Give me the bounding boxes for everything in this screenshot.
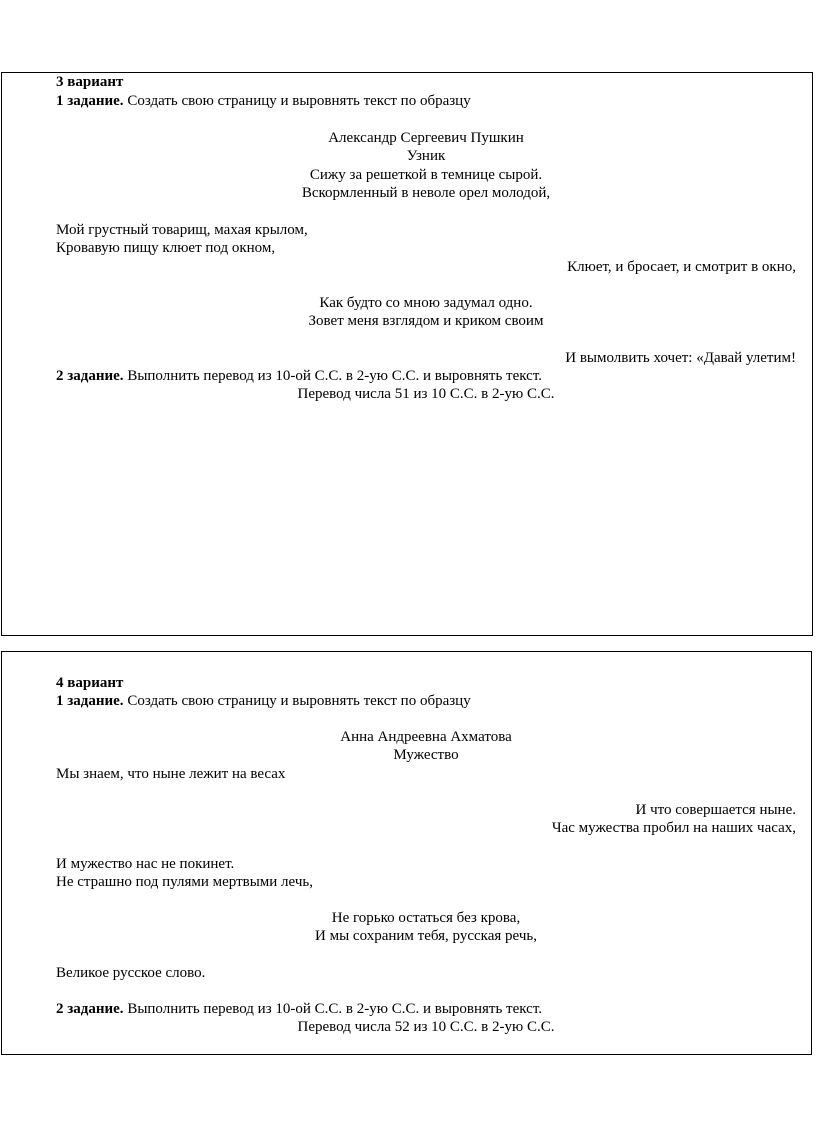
poem-line: И мужество нас не покинет. [56, 856, 235, 872]
poem-line: Клюет, и бросает, и смотрит в окно, [567, 259, 796, 275]
poem-line: Кровавую пищу клюет под окном, [56, 240, 276, 256]
poem-author: Анна Андреевна Ахматова [340, 729, 512, 745]
task-1-label: 1 задание. [56, 93, 124, 109]
poem-line: Сижу за решеткой в темнице сырой. [309, 167, 543, 183]
poem-line: И вымолвить хочет: «Давай улетим! [565, 350, 796, 366]
variant-3-task-1 [56, 92, 471, 110]
task-1-text: Создать свою страницу и выровнять текст по образцу [123, 93, 471, 109]
poem-line: И мы сохраним тебя, русская речь, [315, 928, 537, 944]
poem-line: Как будто со мною задумал одно. [319, 295, 533, 311]
task-2-label: 2 задание. [56, 368, 124, 384]
variant-3-task-2 [56, 367, 542, 385]
poem-author: Александр Сергеевич Пушкин [328, 130, 524, 146]
poem-line: Мы знаем, что ныне лежит на весах [56, 766, 286, 782]
task-2-text: Выполнить перевод из 10-ой С.С. в 2-ую С.С. и выровнять текст. [123, 368, 543, 384]
poem-line: Час мужества пробил на наших часах, [551, 820, 796, 836]
poem-line: Зовет меня взглядом и криком своим [308, 313, 544, 329]
variant-4-title: 4 вариант [56, 675, 124, 691]
poem-title: Узник [406, 148, 446, 164]
poem-line: Не горько остаться без крова, [331, 910, 521, 926]
variant-4-frame [1, 651, 812, 1055]
poem-line: Великое русское слово. [56, 965, 206, 981]
task-1-label: 1 задание. [56, 693, 124, 709]
poem-line: И что совершается ныне. [635, 802, 796, 818]
poem-line: Не страшно под пулями мертвыми лечь, [56, 874, 313, 890]
task-2-label: 2 задание. [56, 1001, 124, 1017]
variant-3-title: 3 вариант [56, 74, 124, 90]
variant-4-task-2 [56, 1000, 542, 1018]
poem-line: Вскормленный в неволе орел молодой, [301, 185, 551, 201]
poem-line: Мой грустный товарищ, махая крылом, [56, 222, 308, 238]
conversion-task: Перевод числа 52 из 10 С.С. в 2-ую С.С. [297, 1019, 555, 1035]
conversion-task: Перевод числа 51 из 10 С.С. в 2-ую С.С. [297, 386, 555, 402]
task-1-text: Создать свою страницу и выровнять текст по образцу [123, 693, 471, 709]
poem-title: Мужество [393, 747, 459, 763]
task-2-text: Выполнить перевод из 10-ой С.С. в 2-ую С.С. и выровнять текст. [123, 1001, 543, 1017]
variant-4-task-1 [56, 692, 471, 710]
